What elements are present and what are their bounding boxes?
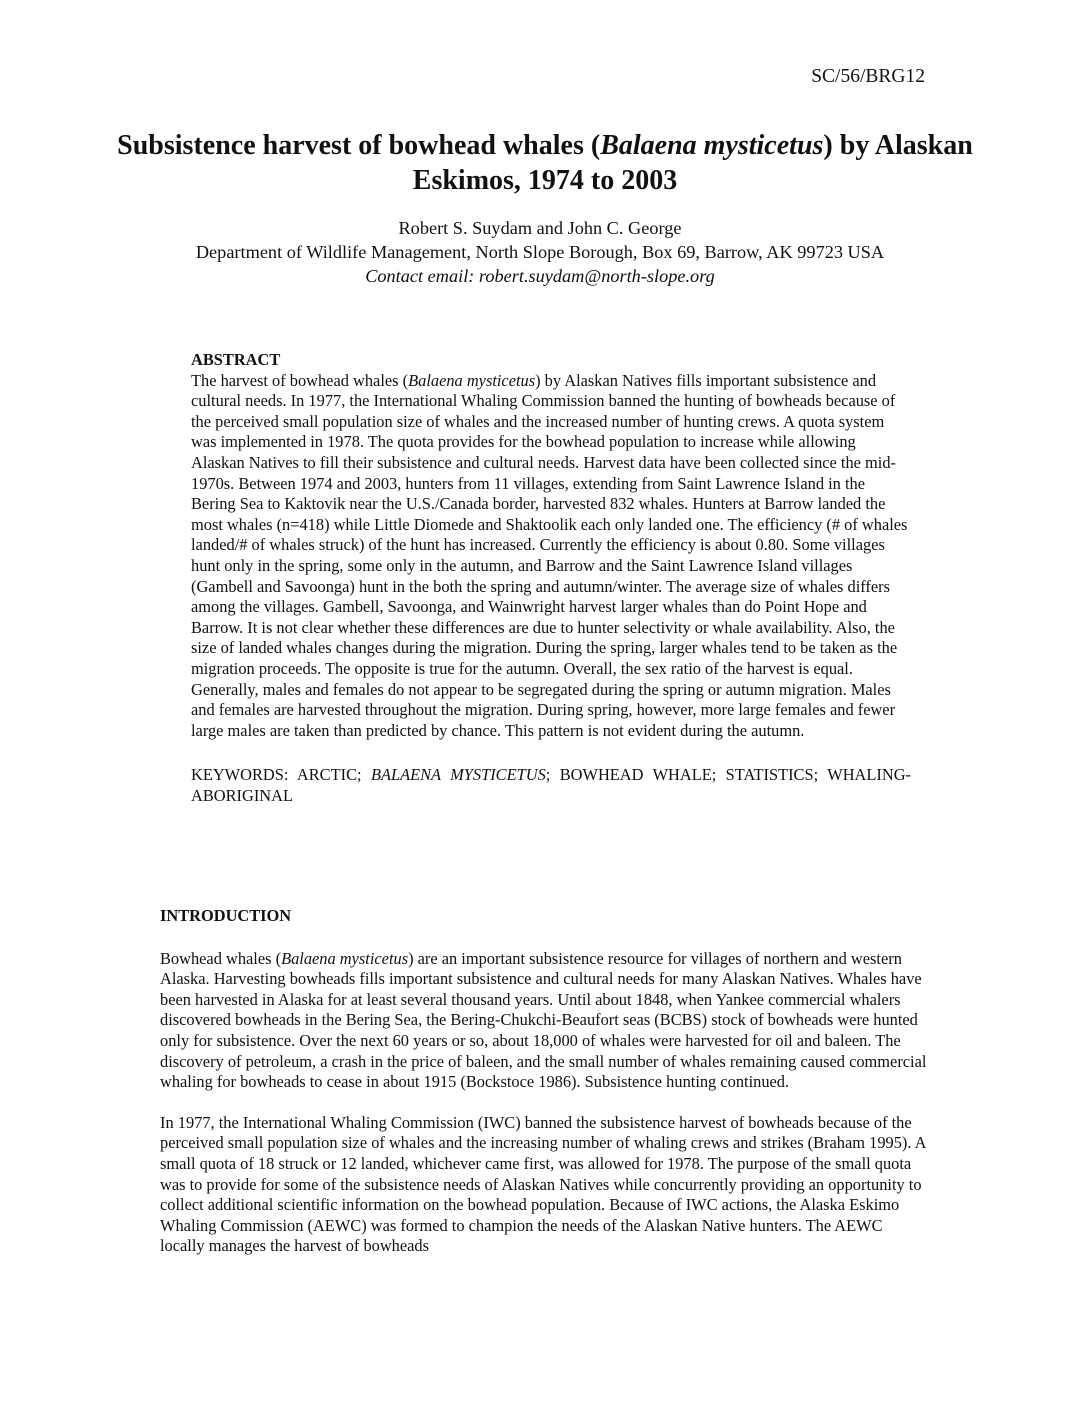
intro-species: Balaena mysticetus — [281, 948, 409, 968]
intro-paragraph-2: In 1977, the International Whaling Commission (IWC) banned the subsistence harvest of bowheads because of the perceived small population size of whales and the increasing number of whaling crews and strikes (Braham 1995). A small quota of 18 struck or 12 landed, whichever came first, was allowed for 1978. The purpose of the small quota was to provide for some of the subsistence needs of Alaskan Natives while concurrently providing an opportunity to collect additional scientific information on the bowhead population. Because of IWC actions, the Alaska Eskimo Whaling Commission (AEWC) was formed to champion the needs of the Alaskan Native hunters. The AEWC locally manages the harvest of bowheads — [160, 1112, 926, 1256]
author-affiliation: Department of Wildlife Management, North Slope Borough, Box 69, Barrow, AK 99723 USA — [195, 242, 885, 262]
abstract-heading: ABSTRACT — [191, 350, 281, 369]
title-part-2: ) by Alaskan Eskimos, 1974 to 2003 — [412, 130, 973, 196]
abstract-species: Balaena mysticetus — [408, 370, 536, 390]
document-id: SC/56/BRG12 — [811, 66, 925, 87]
keywords: KEYWORDS: ARCTIC; BALAENA MYSTICETUS; BOWHEAD WHALE; STATISTICS; WHALING-ABORIGINAL — [191, 765, 911, 805]
intro-paragraph-1: Bowhead whales (Balaena mysticetus) are an important subsistence resource for villages of northern and western Alaska. Harvesting bowheads fills important subsistence and cultural needs for many Alaskan Natives. Whales have been harvested in Alaska for at least several thousand years. Until about 1848, when Yankee commercial whalers discovered bowheads in the Bering Sea, the Bering-Chukchi-Beaufort seas (BCBS) stock of bowheads were hunted only for subsistence. Over the next 60 years or so, about 18,000 of whales were harvested for oil and baleen. The discovery of petroleum, a crash in the price of baleen, and the small number of whales remaining caused commercial whaling for bowheads to cease in about 1915 (Bockstoce 1986). Subsistence hunting continued. — [160, 948, 927, 1092]
contact-email: Contact email: robert.suydam@north-slope.org — [365, 266, 715, 286]
introduction-heading: INTRODUCTION — [160, 906, 292, 925]
title-species: Balaena mysticetus — [600, 130, 824, 161]
author-block — [100, 216, 980, 288]
keywords-species: BALAENA MYSTICETUS — [370, 765, 546, 785]
abstract-text: The harvest of bowhead whales (Balaena mysticetus) by Alaskan Natives fills important subsistence and cultural needs. In 1977, the International Whaling Commission banned the hunting of bowheads because of the perceived small population size of whales and the increased number of hunting crews. A quota system was implemented in 1978. The quota provides for the bowhead population to increase while allowing Alaskan Natives to fill their subsistence and cultural needs. Harvest data have been collected since the mid-1970s. Between 1974 and 2003, hunters from 11 villages, extending from Saint Lawrence Island in the Bering Sea to Kaktovik near the U.S./Canada border, harvested 832 whales. Hunters at Barrow landed the most whales (n=418) while Little Diomede and Shaktoolik each only landed one. The efficiency (# of whales landed/# of whales struck) of the hunt has increased. Currently the efficiency is about 0.80. Some villages hunt only in the spring, some only in the autumn, and Barrow and the Saint Lawrence Island villages (Gambell and Savoonga) hunt in the both the spring and autumn/winter. The average size of whales differs among the villages. Gambell, Savoonga, and Wainwright harvest larger whales than do Point Hope and Barrow. It is not clear whether these differences are due to hunter selectivity or whale availability. Also, the size of landed whales changes during the migration. During the spring, larger whales tend to be taken as the migration proceeds. The opposite is true for the autumn. Overall, the sex ratio of the harvest is equal. Generally, males and females do not appear to be segregated during the spring or autumn migration. Males and females are harvested throughout the migration. During spring, however, more large females and fewer large males are taken than predicted by chance. This pattern is not evident during the autumn. — [191, 370, 908, 740]
author-names: Robert S. Suydam and John C. George — [398, 218, 682, 238]
abstract-section — [191, 350, 911, 806]
paper-title — [80, 128, 1010, 198]
title-part-1: Subsistence harvest of bowhead whales ( — [117, 130, 601, 161]
introduction-section — [160, 906, 930, 1257]
